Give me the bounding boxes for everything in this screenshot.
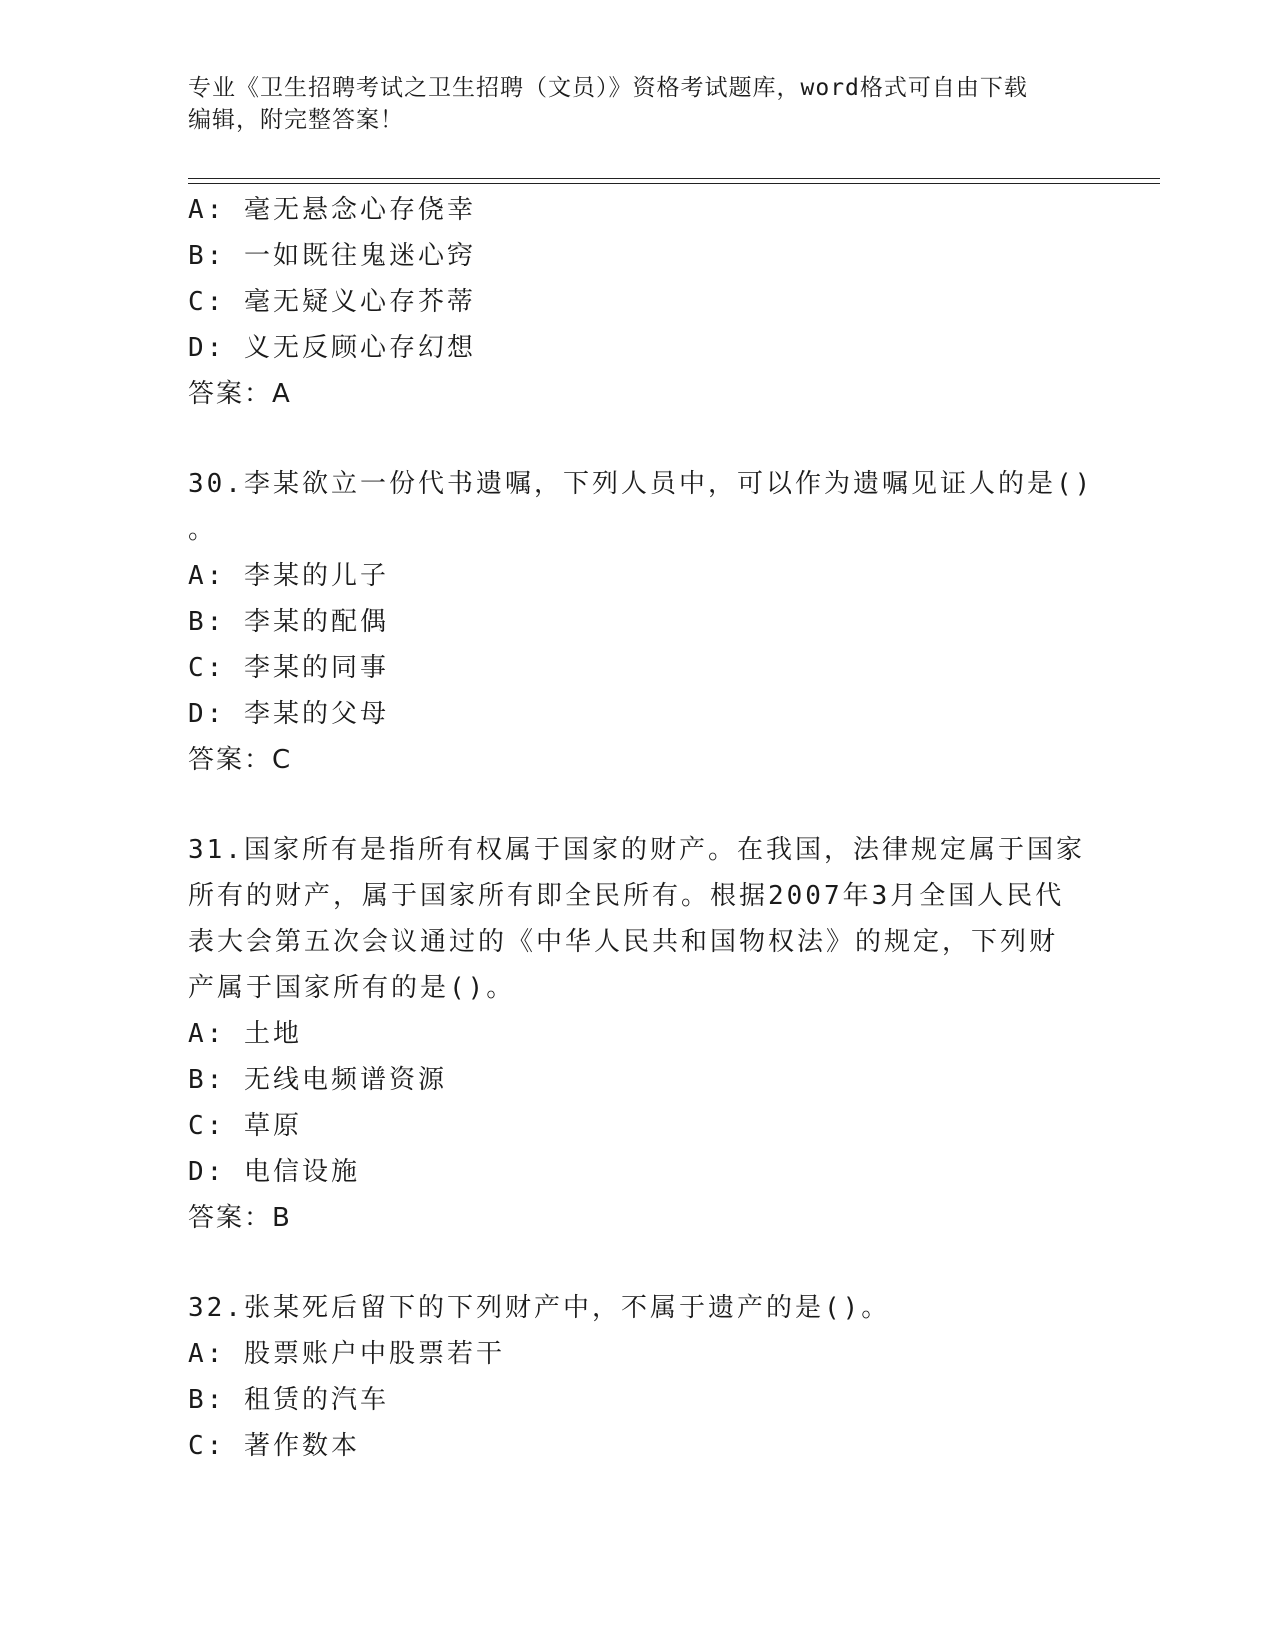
answer: 答案：B: [188, 1203, 292, 1233]
header-line-2: 编辑，附完整答案！: [188, 107, 404, 133]
document-header: [188, 72, 1088, 136]
option-b: B: 租赁的汽车: [188, 1385, 389, 1415]
option-b: B: 李某的配偶: [188, 607, 389, 637]
question-29: [188, 187, 1088, 417]
answer: 答案：A: [188, 379, 292, 409]
option-c: C: 草原: [188, 1111, 302, 1141]
question-text-line: 31.国家所有是指所有权属于国家的财产。在我国，法律规定属于国家: [188, 835, 1085, 865]
option-b: B: 一如既往鬼迷心窍: [188, 241, 476, 271]
question-text-line: 。: [188, 515, 218, 545]
question-30: [188, 461, 1094, 783]
option-c: C: 著作数本: [188, 1431, 360, 1461]
header-line-1: 专业《卫生招聘考试之卫生招聘（文员）》资格考试题库，word格式可自由下载: [188, 75, 1028, 101]
question-text-line: 30.李某欲立一份代书遗嘱，下列人员中，可以作为遗嘱见证人的是(): [188, 469, 1094, 499]
option-a: A: 李某的儿子: [188, 561, 389, 591]
question-text-line: 产属于国家所有的是()。: [188, 973, 516, 1003]
option-c: C: 李某的同事: [188, 653, 389, 683]
question-32: [188, 1285, 1088, 1469]
answer: 答案：C: [188, 745, 293, 775]
question-text-line: 表大会第五次会议通过的《中华人民共和国物权法》的规定，下列财: [188, 927, 1059, 957]
question-text: [188, 827, 1088, 1011]
header-divider-bottom: [188, 183, 1160, 184]
header-divider-top: [188, 178, 1160, 179]
option-a: A: 股票账户中股票若干: [188, 1339, 505, 1369]
option-a: A: 毫无悬念心存侥幸: [188, 195, 476, 225]
option-c: C: 毫无疑义心存芥蒂: [188, 287, 476, 317]
question-text-line: 32.张某死后留下的下列财产中，不属于遗产的是()。: [188, 1293, 891, 1323]
option-d: D: 义无反顾心存幻想: [188, 333, 476, 363]
option-d: D: 电信设施: [188, 1157, 360, 1187]
option-b: B: 无线电频谱资源: [188, 1065, 447, 1095]
option-d: D: 李某的父母: [188, 699, 389, 729]
question-text: [188, 461, 1094, 553]
question-text-line: 所有的财产，属于国家所有即全民所有。根据2007年3月全国人民代: [188, 881, 1065, 911]
option-a: A: 土地: [188, 1019, 302, 1049]
question-text: [188, 1285, 1088, 1331]
question-31: [188, 827, 1088, 1241]
question-list: [188, 187, 1094, 1469]
